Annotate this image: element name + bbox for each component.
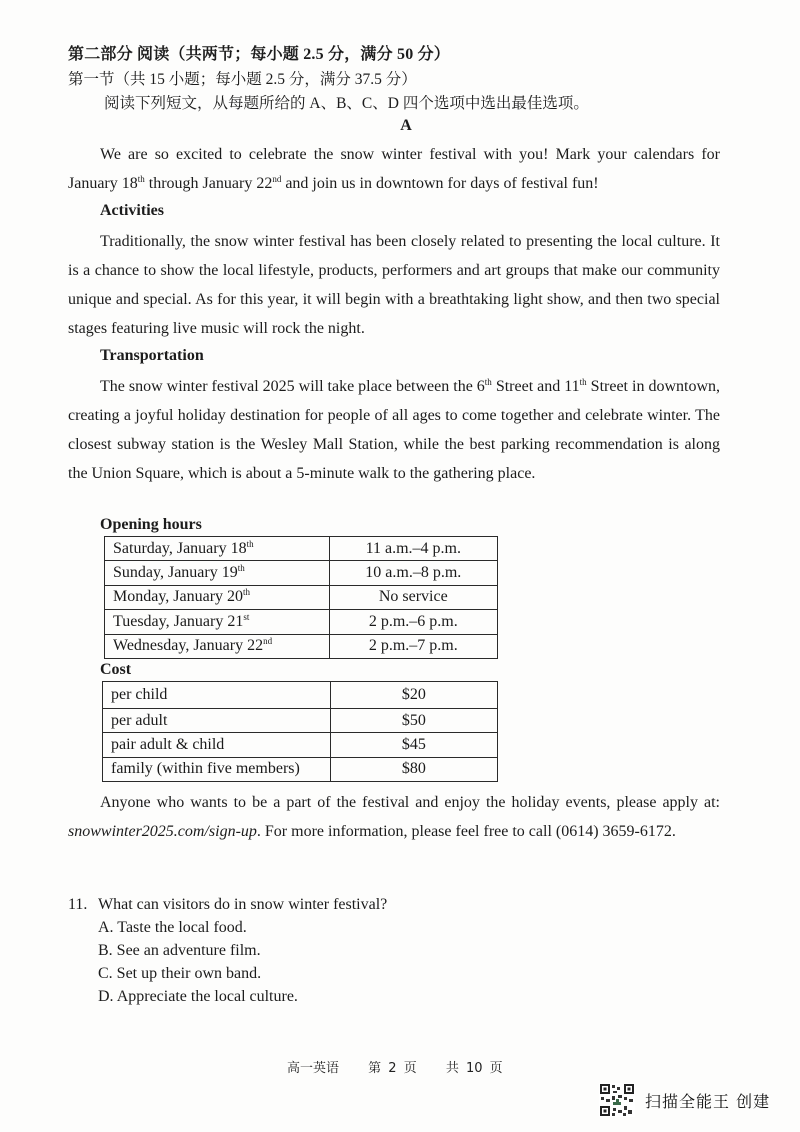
- superscript: th: [579, 377, 587, 387]
- day-cell: Wednesday, January 22nd: [105, 634, 330, 658]
- superscript: th: [484, 377, 492, 387]
- day-cell: Tuesday, January 21st: [105, 610, 330, 634]
- intro-text-1: We are so excited to celebrate the snow winter festival with you! Mark your calendars for January 18: [68, 146, 720, 192]
- superscript: nd: [272, 174, 282, 184]
- scanner-watermark: [599, 1083, 770, 1117]
- hours-cell: 11 a.m.–4 p.m.: [329, 537, 497, 561]
- signup-link[interactable]: snowwinter2025.com/sign-up: [68, 823, 257, 840]
- footer-total: 共 10 页: [445, 1061, 503, 1076]
- cost-table: [102, 681, 498, 782]
- cost-item-cell: family (within five members): [103, 757, 331, 781]
- part-title: 第二部分 阅读（共两节；每小题 2.5 分，满分 50 分）: [68, 46, 451, 63]
- table-row: [103, 709, 498, 733]
- transportation-heading: Transportation: [100, 347, 204, 364]
- day-cell: Monday, January 20th: [105, 585, 330, 609]
- table-row: [105, 561, 498, 585]
- watermark-text: 扫描全能王 创建: [645, 1091, 771, 1111]
- cost-item-cell: per adult: [103, 709, 331, 733]
- table-row: [105, 537, 498, 561]
- question-11: [68, 896, 387, 914]
- table-row: [105, 610, 498, 634]
- table-row: [103, 757, 498, 781]
- activities-text: Traditionally, the snow winter festival has been closely related to presenting the local culture. It is a chance to show the local lifestyle, products, performers and art groups that make our community unique and special. As for this year, it will begin with a breathtaking light show, and then two special stages featuring live music will rock the night.: [68, 233, 720, 337]
- opening-hours-heading: Opening hours: [100, 516, 202, 533]
- opening-hours-table: [104, 536, 498, 659]
- intro-text-3: and join us in downtown for days of festival fun!: [281, 175, 599, 192]
- table-row: [105, 634, 498, 658]
- hours-cell: 10 a.m.–8 p.m.: [329, 561, 497, 585]
- table-row: [103, 682, 498, 709]
- section-title: 第一节（共 15 小题；每小题 2.5 分，满分 37.5 分）: [68, 71, 417, 88]
- cost-item-cell: per child: [103, 682, 331, 709]
- question-text: What can visitors do in snow winter festival?: [98, 896, 388, 913]
- option-d[interactable]: D. Appreciate the local culture.: [98, 988, 298, 1005]
- closing-paragraph: [68, 788, 720, 846]
- day-cell: Saturday, January 18th: [105, 537, 330, 561]
- transportation-text-1: The snow winter festival 2025 will take place between the 6: [100, 378, 485, 395]
- qr-code-icon: [599, 1083, 635, 1117]
- price-cell: $20: [330, 682, 497, 709]
- table-row: [103, 733, 498, 757]
- activities-paragraph: [68, 227, 720, 343]
- activities-heading: Activities: [100, 202, 164, 219]
- instructions: 阅读下列短文，从每题所给的 A、B、C、D 四个选项中选出最佳选项。: [104, 95, 589, 112]
- transportation-text-2: Street and 11: [491, 378, 580, 395]
- hours-cell: No service: [329, 585, 497, 609]
- day-cell: Sunday, January 19th: [105, 561, 330, 585]
- footer-page: 第 2 页: [368, 1061, 417, 1076]
- closing-text-2: . For more information, please feel free to call (0614) 3659-6172.: [256, 823, 676, 840]
- cost-item-cell: pair adult & child: [103, 733, 331, 757]
- passage-letter: A: [400, 117, 412, 134]
- hours-cell: 2 p.m.–7 p.m.: [329, 634, 497, 658]
- page-footer: [287, 1057, 525, 1076]
- price-cell: $50: [330, 709, 497, 733]
- transportation-paragraph: [68, 372, 720, 488]
- option-b[interactable]: B. See an adventure film.: [98, 942, 261, 959]
- hours-cell: 2 p.m.–6 p.m.: [329, 610, 497, 634]
- superscript: th: [137, 174, 145, 184]
- table-row: [105, 585, 498, 609]
- option-c[interactable]: C. Set up their own band.: [98, 965, 262, 982]
- intro-paragraph: [68, 140, 720, 198]
- cost-heading: Cost: [100, 661, 132, 678]
- transportation-text-3: Street in downtown, creating a joyful holiday destination for people of all ages to come together and celebrate winter. The closest subway station is the Wesley Mall Station, while the best parking recommendation is along the Union Square, which is about a 5-minute walk to the gathering place.: [68, 378, 721, 482]
- closing-text-1: Anyone who wants to be a part of the festival and enjoy the holiday events, please apply at:: [100, 794, 720, 811]
- footer-subject: 高一英语: [287, 1061, 340, 1076]
- question-number: 11.: [68, 896, 88, 913]
- price-cell: $80: [330, 757, 497, 781]
- option-a[interactable]: A. Taste the local food.: [98, 919, 247, 936]
- price-cell: $45: [330, 733, 497, 757]
- intro-text-2: through January 22: [144, 175, 273, 192]
